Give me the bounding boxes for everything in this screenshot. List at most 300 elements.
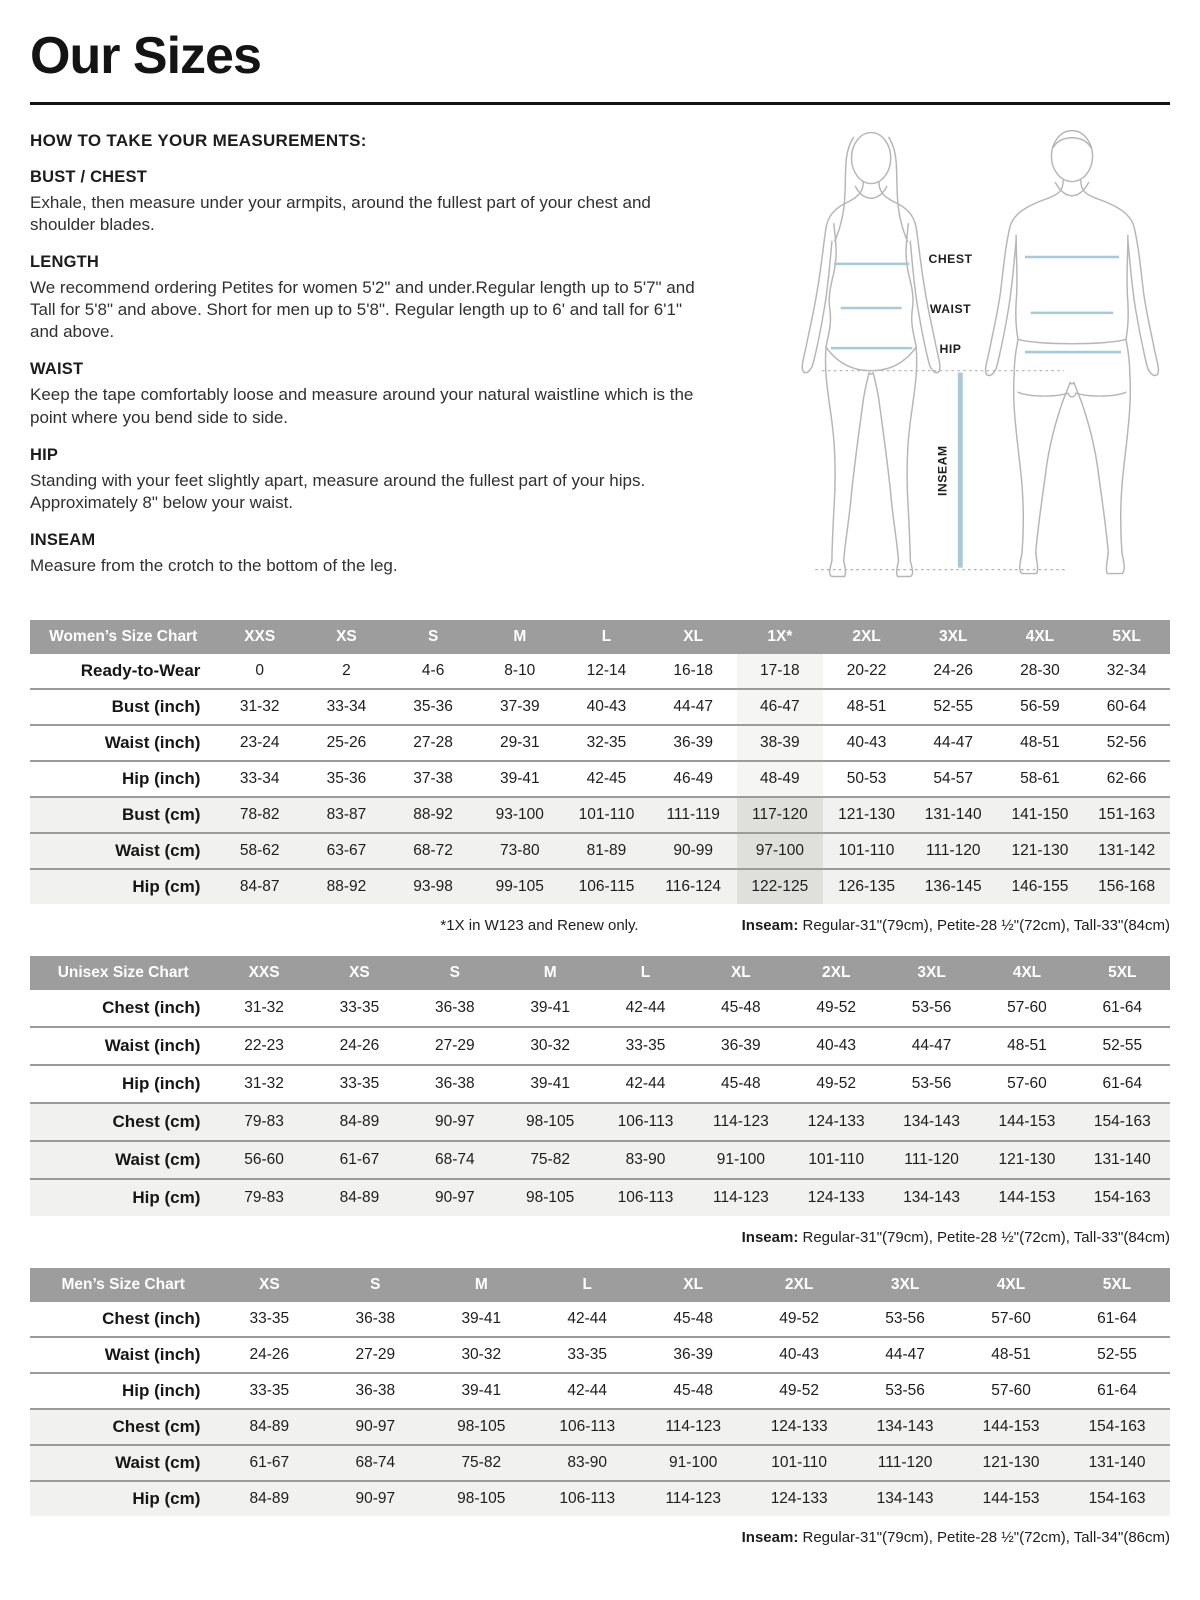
- size-cell: 27-29: [355, 1346, 396, 1363]
- size-cell: 49-52: [816, 999, 857, 1016]
- size-cell: 114-123: [713, 1113, 769, 1130]
- male-left-leg-outer: [1014, 375, 1024, 553]
- size-cell: 101-110: [578, 806, 635, 823]
- size-cell: 33-35: [339, 999, 380, 1016]
- inseam-footnote-label: Inseam:: [741, 1229, 799, 1246]
- title-divider: [30, 102, 1170, 105]
- column-header: XXS: [216, 620, 303, 654]
- size-cell: 33-35: [249, 1310, 290, 1327]
- size-cell: 36-39: [721, 1037, 761, 1054]
- size-cell: 156-168: [1098, 878, 1156, 895]
- size-cell: 45-48: [721, 999, 761, 1016]
- column-header: M: [476, 620, 563, 654]
- size-cell: 31-32: [244, 999, 284, 1016]
- male-left-leg-inner: [1036, 382, 1070, 553]
- female-right-leg-outer: [907, 347, 917, 561]
- size-cell: 30-32: [461, 1346, 502, 1363]
- size-cell: 20-22: [846, 662, 887, 679]
- size-cell: 33-35: [249, 1382, 290, 1399]
- size-cell: 124-133: [807, 1189, 865, 1206]
- table-row: [30, 725, 1170, 761]
- size-cell: 36-38: [434, 1075, 475, 1092]
- size-cell: 121-130: [838, 806, 895, 823]
- size-cell: 53-56: [911, 1075, 952, 1092]
- female-figure-outline: [802, 133, 940, 577]
- size-cell: 90-97: [434, 1113, 475, 1130]
- size-cell: 33-35: [567, 1346, 608, 1363]
- size-cell: 78-82: [239, 806, 280, 823]
- size-cell: 141-150: [1011, 806, 1069, 823]
- inseam-label: INSEAM: [935, 445, 950, 496]
- table-header-row: [30, 620, 1170, 654]
- size-cell: 75-82: [530, 1151, 570, 1168]
- table-row: [30, 833, 1170, 869]
- size-cell: 90-99: [673, 842, 713, 859]
- size-cell: 144-153: [998, 1189, 1056, 1206]
- column-header: XL: [693, 956, 788, 990]
- row-label: Hip (inch): [122, 769, 201, 788]
- table-title: Men’s Size Chart: [30, 1268, 216, 1302]
- size-cell: 60-64: [1106, 698, 1147, 715]
- size-cell: 121-130: [982, 1454, 1040, 1471]
- size-cell: 99-105: [495, 878, 544, 895]
- size-cell: 61-67: [249, 1454, 290, 1471]
- size-cell: 111-120: [904, 1151, 959, 1168]
- column-header: 3XL: [852, 1268, 958, 1302]
- size-cell: 101-110: [808, 1151, 865, 1168]
- row-label: Waist (inch): [104, 1345, 201, 1364]
- row-label: Waist (inch): [104, 733, 201, 752]
- size-cell: 17-18: [737, 654, 824, 689]
- male-shorts-hem-right: [1076, 392, 1126, 396]
- male-left-arm: [986, 181, 1064, 376]
- size-cell: 81-89: [586, 842, 627, 859]
- inseam-footnote-text: Regular-31"(79cm), Petite-28 ½"(72cm), Tall-33"(84cm): [798, 1229, 1170, 1246]
- size-cell: 39-41: [461, 1310, 502, 1327]
- row-label: Bust (cm): [121, 805, 201, 824]
- womens-inseam-footnote: [742, 917, 1170, 934]
- column-header: 5XL: [1083, 620, 1170, 654]
- section-text: Keep the tape comfortably loose and measure around your natural waistline which is the point where you bend side to side.: [30, 385, 694, 427]
- size-cell: 134-143: [876, 1418, 934, 1435]
- size-cell: 36-39: [673, 1346, 713, 1363]
- male-shorts-hem-left: [1018, 392, 1068, 396]
- column-header: S: [407, 956, 502, 990]
- row-label: Chest (cm): [112, 1417, 201, 1436]
- male-right-foot: [1106, 553, 1124, 574]
- size-cell: 23-24: [239, 734, 280, 751]
- column-header: 3XL: [910, 620, 997, 654]
- column-header: 2XL: [789, 956, 884, 990]
- male-hip-right: [1126, 339, 1130, 374]
- row-label: Hip (cm): [132, 877, 201, 896]
- size-cell: 73-80: [499, 842, 540, 859]
- size-cell: 84-89: [339, 1113, 380, 1130]
- size-cell: 36-38: [434, 999, 475, 1016]
- size-cell: 42-45: [586, 770, 627, 787]
- table-row: [30, 654, 1170, 689]
- column-header: 5XL: [1075, 956, 1170, 990]
- size-cell: 35-36: [413, 698, 453, 715]
- inseam-footnote-text: Regular-31"(79cm), Petite-28 ½"(72cm), Tall-33"(84cm): [798, 917, 1170, 934]
- table-header-row: [30, 956, 1170, 990]
- section-length: [30, 253, 702, 343]
- size-cell: 40-43: [779, 1346, 819, 1363]
- size-cell: 101-110: [838, 842, 895, 859]
- row-label: Hip (inch): [122, 1381, 201, 1400]
- size-cell: 39-41: [530, 999, 570, 1016]
- inseam-footnote-label: Inseam:: [741, 917, 799, 934]
- column-header: L: [598, 956, 693, 990]
- size-cell: 36-38: [355, 1310, 396, 1327]
- size-cell: 4-6: [421, 662, 445, 679]
- size-cell: 98-105: [457, 1418, 506, 1435]
- male-right-arm: [1081, 181, 1159, 376]
- size-cell: 31-32: [239, 698, 280, 715]
- size-cell: 56-60: [244, 1151, 284, 1168]
- size-cell: 39-41: [461, 1382, 502, 1399]
- size-cell: 46-47: [737, 689, 824, 725]
- unisex-inseam-footnote: [30, 1229, 1170, 1246]
- size-cell: 42-44: [567, 1310, 608, 1327]
- size-cell: 36-38: [355, 1382, 396, 1399]
- male-neckline: [1055, 183, 1088, 196]
- male-hair: [1053, 138, 1090, 148]
- table-row: [30, 1373, 1170, 1409]
- size-cell: 131-140: [924, 806, 982, 823]
- table-row: [30, 869, 1170, 904]
- table-row: [30, 1481, 1170, 1516]
- size-cell: 32-34: [1106, 662, 1147, 679]
- size-cell: 0: [255, 662, 265, 679]
- inseam-footnote-text: Regular-31"(79cm), Petite-28 ½"(72cm), Tall-34"(86cm): [798, 1529, 1170, 1546]
- size-cell: 44-47: [933, 734, 974, 751]
- size-cell: 40-43: [586, 698, 627, 715]
- row-label: Waist (cm): [115, 1150, 201, 1169]
- size-cell: 56-59: [1020, 698, 1060, 715]
- size-cell: 88-92: [326, 878, 367, 895]
- column-header: XS: [216, 1268, 322, 1302]
- size-cell: 44-47: [885, 1346, 925, 1363]
- size-cell: 36-39: [673, 734, 713, 751]
- size-cell: 116-124: [665, 878, 722, 895]
- table-row: [30, 797, 1170, 833]
- size-cell: 88-92: [413, 806, 453, 823]
- column-header: XS: [312, 956, 407, 990]
- size-cell: 48-51: [991, 1346, 1031, 1363]
- size-cell: 29-31: [499, 734, 540, 751]
- size-tables: [30, 620, 1170, 1546]
- size-cell: 42-44: [567, 1382, 608, 1399]
- column-header: XXS: [216, 956, 311, 990]
- size-cell: 50-53: [846, 770, 887, 787]
- column-header: 4XL: [997, 620, 1084, 654]
- section-title: INSEAM: [30, 530, 96, 549]
- row-label: Waist (cm): [115, 1453, 201, 1472]
- size-cell: 42-44: [625, 1075, 666, 1092]
- measurement-lines: [831, 257, 1121, 568]
- size-cell: 79-83: [244, 1189, 284, 1206]
- section-text: Standing with your feet slightly apart, measure around the fullest part of your hips. Approximately 8" below your waist.: [30, 470, 646, 512]
- table-row: [30, 1103, 1170, 1141]
- womens-footnotes: [30, 917, 1170, 934]
- row-label: Chest (inch): [102, 1309, 201, 1328]
- chest-label: CHEST: [928, 251, 973, 266]
- table-title: Unisex Size Chart: [30, 956, 216, 990]
- size-cell: 154-163: [1093, 1113, 1151, 1130]
- size-cell: 45-48: [721, 1075, 761, 1092]
- size-cell: 2: [342, 662, 351, 679]
- column-header: M: [428, 1268, 534, 1302]
- table-row: [30, 990, 1170, 1027]
- womens-size-chart-block: [30, 620, 1170, 934]
- size-cell: 106-113: [617, 1113, 674, 1130]
- size-cell: 39-41: [499, 770, 540, 787]
- size-cell: 24-26: [249, 1346, 290, 1363]
- size-cell: 124-133: [770, 1418, 828, 1435]
- female-right-leg-inner: [873, 373, 898, 561]
- size-cell: 49-52: [779, 1382, 819, 1399]
- size-cell: 68-74: [434, 1151, 475, 1168]
- size-cell: 83-90: [567, 1454, 608, 1471]
- size-cell: 33-35: [625, 1037, 666, 1054]
- size-cell: 154-163: [1093, 1189, 1151, 1206]
- size-cell: 131-142: [1098, 842, 1156, 859]
- waist-label: WAIST: [929, 301, 972, 316]
- size-cell: 68-72: [413, 842, 453, 859]
- size-cell: 44-47: [911, 1037, 952, 1054]
- size-cell: 84-89: [249, 1418, 290, 1435]
- section-text: We recommend ordering Petites for women 5'2" and under.Regular length up to 5'7" and Tall for 5'8" and above. Short for men up to 5'8". Regular length up to 6' and tall for 6'1" and above.: [30, 278, 695, 342]
- size-cell: 31-32: [244, 1075, 284, 1092]
- size-cell: 45-48: [673, 1310, 713, 1327]
- size-cell: 90-97: [355, 1418, 396, 1435]
- male-waistband: [1018, 339, 1126, 343]
- size-cell: 83-90: [625, 1151, 666, 1168]
- mens-size-chart-block: [30, 1268, 1170, 1546]
- size-cell: 84-89: [339, 1189, 380, 1206]
- size-cell: 58-62: [239, 842, 280, 859]
- size-cell: 25-26: [326, 734, 367, 751]
- row-label: Bust (inch): [111, 697, 201, 716]
- row-label: Chest (inch): [102, 998, 201, 1017]
- size-cell: 53-56: [885, 1310, 925, 1327]
- column-header: S: [322, 1268, 428, 1302]
- unisex-size-chart-table: [30, 956, 1170, 1216]
- top-section: [30, 129, 1170, 594]
- table-title: Women’s Size Chart: [30, 620, 216, 654]
- size-cell: 101-110: [771, 1454, 827, 1471]
- table-row: [30, 1141, 1170, 1179]
- size-cell: 52-56: [1106, 734, 1147, 751]
- column-header: 5XL: [1064, 1268, 1170, 1302]
- size-cell: 131-140: [1088, 1454, 1146, 1471]
- size-cell: 48-49: [737, 761, 824, 797]
- size-cell: 61-64: [1102, 1075, 1143, 1092]
- size-cell: 111-119: [666, 806, 720, 823]
- column-header: 4XL: [958, 1268, 1064, 1302]
- row-label: Hip (inch): [122, 1074, 201, 1093]
- size-cell: 111-120: [925, 842, 981, 859]
- column-header: XS: [303, 620, 390, 654]
- size-cell: 28-30: [1020, 662, 1060, 679]
- mens-inseam-footnote: [30, 1529, 1170, 1546]
- body-measurement-illustration: [778, 123, 1170, 589]
- size-cell: 93-98: [413, 878, 453, 895]
- size-cell: 33-34: [326, 698, 367, 715]
- hip-label: HIP: [939, 342, 962, 357]
- row-label: Waist (cm): [115, 841, 201, 860]
- male-torso-left: [1016, 235, 1018, 339]
- womens-size-chart-table: [30, 620, 1170, 904]
- size-cell: 106-115: [578, 878, 635, 895]
- size-cell: 54-57: [933, 770, 974, 787]
- size-cell: 91-100: [669, 1454, 718, 1471]
- size-cell: 98-105: [526, 1189, 575, 1206]
- row-label: Hip (cm): [132, 1489, 201, 1508]
- size-cell: 57-60: [1007, 1075, 1047, 1092]
- size-cell: 75-82: [461, 1454, 502, 1471]
- section-title: BUST / CHEST: [30, 168, 147, 186]
- page-title: Our Sizes: [30, 27, 261, 85]
- size-cell: 53-56: [885, 1382, 925, 1399]
- size-cell: 111-120: [877, 1454, 933, 1471]
- female-left-leg-inner: [844, 373, 869, 561]
- womens-1x-footnote: *1X in W123 and Renew only.: [440, 917, 639, 934]
- section-text: Measure from the crotch to the bottom of the leg.: [30, 555, 398, 575]
- size-cell: 61-64: [1102, 999, 1143, 1016]
- size-cell: 121-130: [998, 1151, 1056, 1168]
- female-hair-right: [889, 137, 908, 241]
- size-cell: 27-28: [413, 734, 453, 751]
- size-cell: 134-143: [903, 1113, 961, 1130]
- size-cell: 154-163: [1088, 1490, 1146, 1507]
- size-cell: 124-133: [807, 1113, 865, 1130]
- row-label: Ready-to-Wear: [80, 661, 201, 680]
- size-cell: 114-123: [713, 1189, 769, 1206]
- column-header: XL: [650, 620, 737, 654]
- size-cell: 24-26: [339, 1037, 380, 1054]
- size-cell: 98-105: [526, 1113, 575, 1130]
- size-cell: 84-87: [239, 878, 280, 895]
- size-cell: 144-153: [982, 1490, 1040, 1507]
- male-right-leg-outer: [1121, 375, 1131, 553]
- size-cell: 37-39: [499, 698, 540, 715]
- size-cell: 154-163: [1088, 1418, 1146, 1435]
- section-title: LENGTH: [30, 253, 100, 272]
- mens-size-chart-table: [30, 1268, 1170, 1516]
- section-inseam: [30, 531, 702, 577]
- column-header: 3XL: [884, 956, 979, 990]
- size-cell: 52-55: [933, 698, 974, 715]
- size-cell: 27-29: [434, 1037, 475, 1054]
- size-cell: 90-97: [434, 1189, 475, 1206]
- size-cell: 57-60: [1007, 999, 1047, 1016]
- size-cell: 62-66: [1106, 770, 1147, 787]
- female-bikini-line: [826, 347, 916, 371]
- male-shorts-crotch: [1068, 393, 1076, 397]
- column-header: L: [534, 1268, 640, 1302]
- column-header: 2XL: [746, 1268, 852, 1302]
- table-row: [30, 1445, 1170, 1481]
- size-cell: 146-155: [1011, 878, 1069, 895]
- size-cell: 44-47: [673, 698, 713, 715]
- size-cell: 33-34: [239, 770, 280, 787]
- size-cell: 53-56: [911, 999, 952, 1016]
- size-cell: 83-87: [326, 806, 367, 823]
- size-cell: 117-120: [737, 797, 824, 833]
- size-cell: 144-153: [982, 1418, 1040, 1435]
- column-header: L: [563, 620, 650, 654]
- size-cell: 134-143: [876, 1490, 934, 1507]
- size-cell: 134-143: [903, 1189, 961, 1206]
- size-cell: 33-35: [339, 1075, 380, 1092]
- table-row: [30, 1179, 1170, 1216]
- size-cell: 40-43: [816, 1037, 857, 1054]
- size-cell: 126-135: [838, 878, 895, 895]
- size-cell: 12-14: [586, 662, 627, 679]
- table-row: [30, 1337, 1170, 1373]
- size-cell: 93-100: [495, 806, 544, 823]
- table-row: [30, 761, 1170, 797]
- size-cell: 16-18: [673, 662, 713, 679]
- female-neckline: [855, 186, 886, 198]
- size-cell: 48-51: [846, 698, 887, 715]
- column-header: 1X*: [737, 620, 824, 654]
- male-left-foot: [1020, 553, 1038, 574]
- size-cell: 136-145: [924, 878, 982, 895]
- size-cell: 46-49: [673, 770, 713, 787]
- size-cell: 40-43: [846, 734, 887, 751]
- section-title: WAIST: [30, 360, 84, 379]
- measurement-diagram: [778, 123, 1170, 594]
- size-cell: 114-123: [665, 1490, 722, 1507]
- size-cell: 144-153: [998, 1113, 1056, 1130]
- table-header-row: [30, 1268, 1170, 1302]
- size-cell: 61-67: [339, 1151, 380, 1168]
- section-bust-chest: [30, 168, 702, 236]
- size-cell: 106-113: [617, 1189, 674, 1206]
- size-cell: 48-51: [1020, 734, 1060, 751]
- table-row: [30, 1027, 1170, 1065]
- instructions-heading: HOW TO TAKE YOUR MEASUREMENTS:: [30, 131, 367, 150]
- female-head: [852, 133, 891, 184]
- measurement-instructions: [30, 129, 702, 594]
- size-cell: 39-41: [530, 1075, 570, 1092]
- size-cell: 57-60: [991, 1310, 1031, 1327]
- female-left-leg-outer: [825, 347, 835, 561]
- table-row: [30, 1302, 1170, 1337]
- female-left-foot: [830, 561, 846, 577]
- size-cell: 79-83: [244, 1113, 284, 1130]
- size-cell: 38-39: [737, 725, 824, 761]
- row-label: Chest (cm): [112, 1112, 201, 1131]
- size-cell: 98-105: [457, 1490, 506, 1507]
- size-cell: 61-64: [1097, 1382, 1137, 1399]
- section-hip: [30, 446, 702, 514]
- size-cell: 24-26: [933, 662, 974, 679]
- female-crotch: [869, 373, 873, 374]
- size-cell: 32-35: [586, 734, 627, 751]
- size-cell: 61-64: [1097, 1310, 1137, 1327]
- row-label: Hip (cm): [132, 1188, 201, 1207]
- table-row: [30, 689, 1170, 725]
- section-title: HIP: [30, 445, 59, 464]
- size-cell: 151-163: [1098, 806, 1156, 823]
- table-row: [30, 1065, 1170, 1103]
- size-cell: 37-38: [413, 770, 453, 787]
- male-crotch: [1070, 382, 1074, 383]
